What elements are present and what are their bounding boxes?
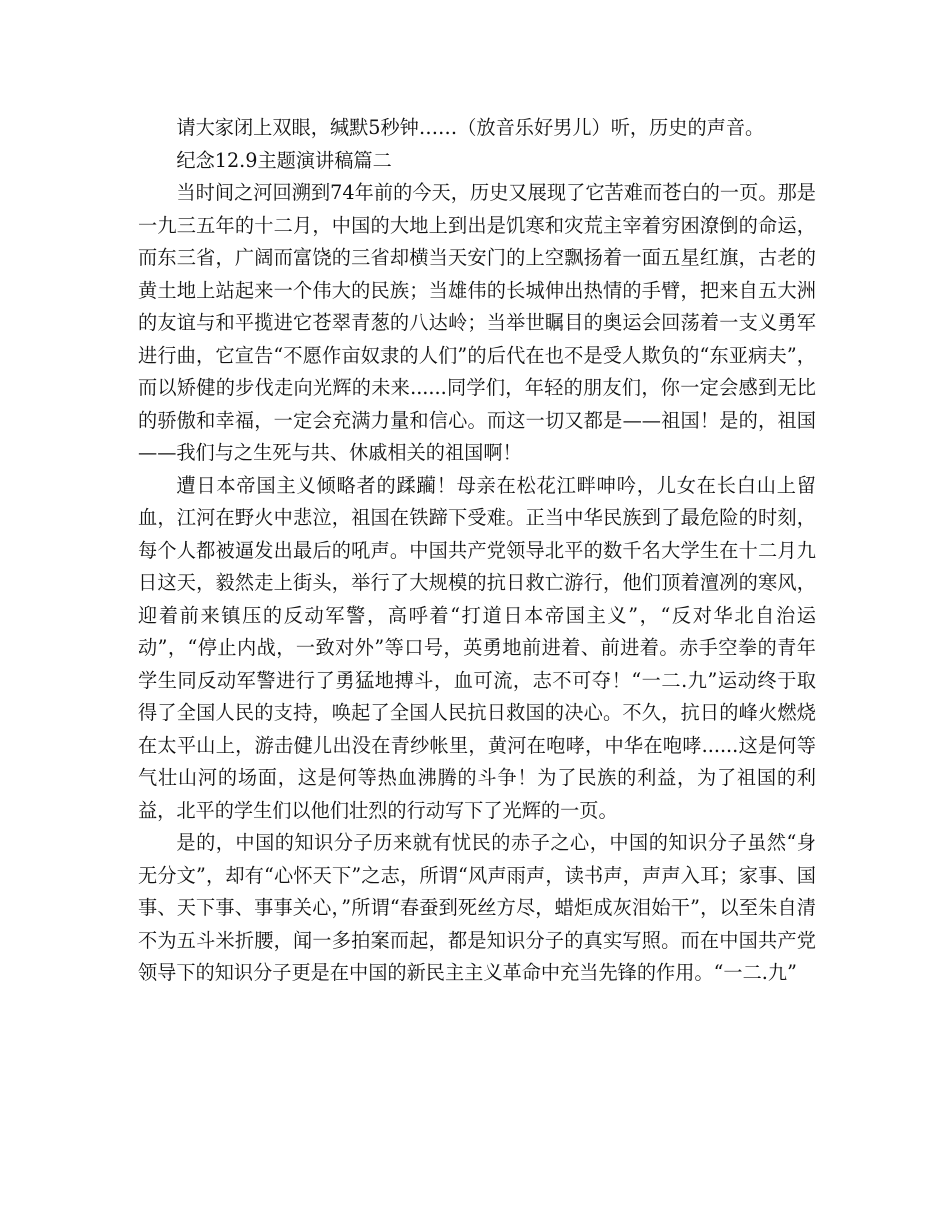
paragraph-intellectuals: 是的，中国的知识分子历来就有忧民的赤子之心，中国的知识分子虽然“身无分文”，却有“心怀天下”之志，所谓“风声雨声，读书声，声声入耳；家事、国事、天下事、事事关心，”所谓“春蚕到死丝方尽，蜡炬成灰泪始干”，以至朱自清不为五斗米折腰，闻一多拍案而起，都是知识分子的真实写照。而在中国共产党领导下的知识分子更是在中国的新民主主义革命中充当先锋的作用。“一二.九” bbox=[138, 831, 816, 984]
paragraph-history: 遭日本帝国主义倾略者的蹂躏！母亲在松花江畔呻吟，儿女在长白山上留血，江河在野火中悲泣，祖国在铁蹄下受难。正当中华民族到了最危险的时刻，每个人都被逼发出最后的吼声。中国共产党领导北平的数千名大学生在十二月九日这天，毅然走上街头，举行了大规模的抗日救亡游行，他们顶着澶冽的寒风，迎着前来镇压的反动军警，高呼着“打道日本帝国主义”，“反对华北自治运动”，“停止内战，一致对外”等口号，英勇地前进着、前进着。赤手空拳的青年学生同反动军警进行了勇猛地搏斗，血可流，志不可夺！“一二.九”运动终于取得了全国人民的支持，唤起了全国人民抗日救国的决心。不久，抗日的峰火燃烧在太平山上，游击健儿出没在青纱帐里，黄河在咆哮，中华在咆哮......这是何等气壮山河的场面，这是何等热血沸腾的斗争！为了民族的利益，为了祖国的利益，北平的学生们以他们壮烈的行动写下了光辉的一页。 bbox=[138, 473, 816, 822]
document-body bbox=[138, 112, 816, 990]
section-heading: 纪念12.9主题演讲稿篇二 bbox=[176, 148, 392, 172]
paragraph-closing-line: 请大家闭上双眼，缄默5秒钟……（放音乐好男儿）听，历史的声音。 bbox=[176, 116, 765, 139]
paragraph-intro: 当时间之河回溯到74年前的今天，历史又展现了它苦难而苍白的一页。那是一九三五年的十二月，中国的大地上到出是饥寒和灾荒主宰着穷困潦倒的命运，而东三省，广阔而富饶的三省却横当天安门的上空飘扬着一面五星红旗，古老的黄土地上站起来一个伟大的民族；当雄伟的长城伸出热情的手臂，把来自五大洲的友谊与和平揽进它苍翠青葱的八达岭；当举世瞩目的奥运会回荡着一支义勇军进行曲，它宣告“不愿作亩奴隶的人们”的后代在也不是受人欺负的“东亚病夫”，而以矫健的步伐走向光辉的未来......同学们，年轻的朋友们，你一定会感到无比的骄傲和幸福，一定会充满力量和信心。而这一切又都是——祖国！是的，祖国——我们与之生死与共、休戚相关的祖国啊！ bbox=[138, 181, 816, 464]
